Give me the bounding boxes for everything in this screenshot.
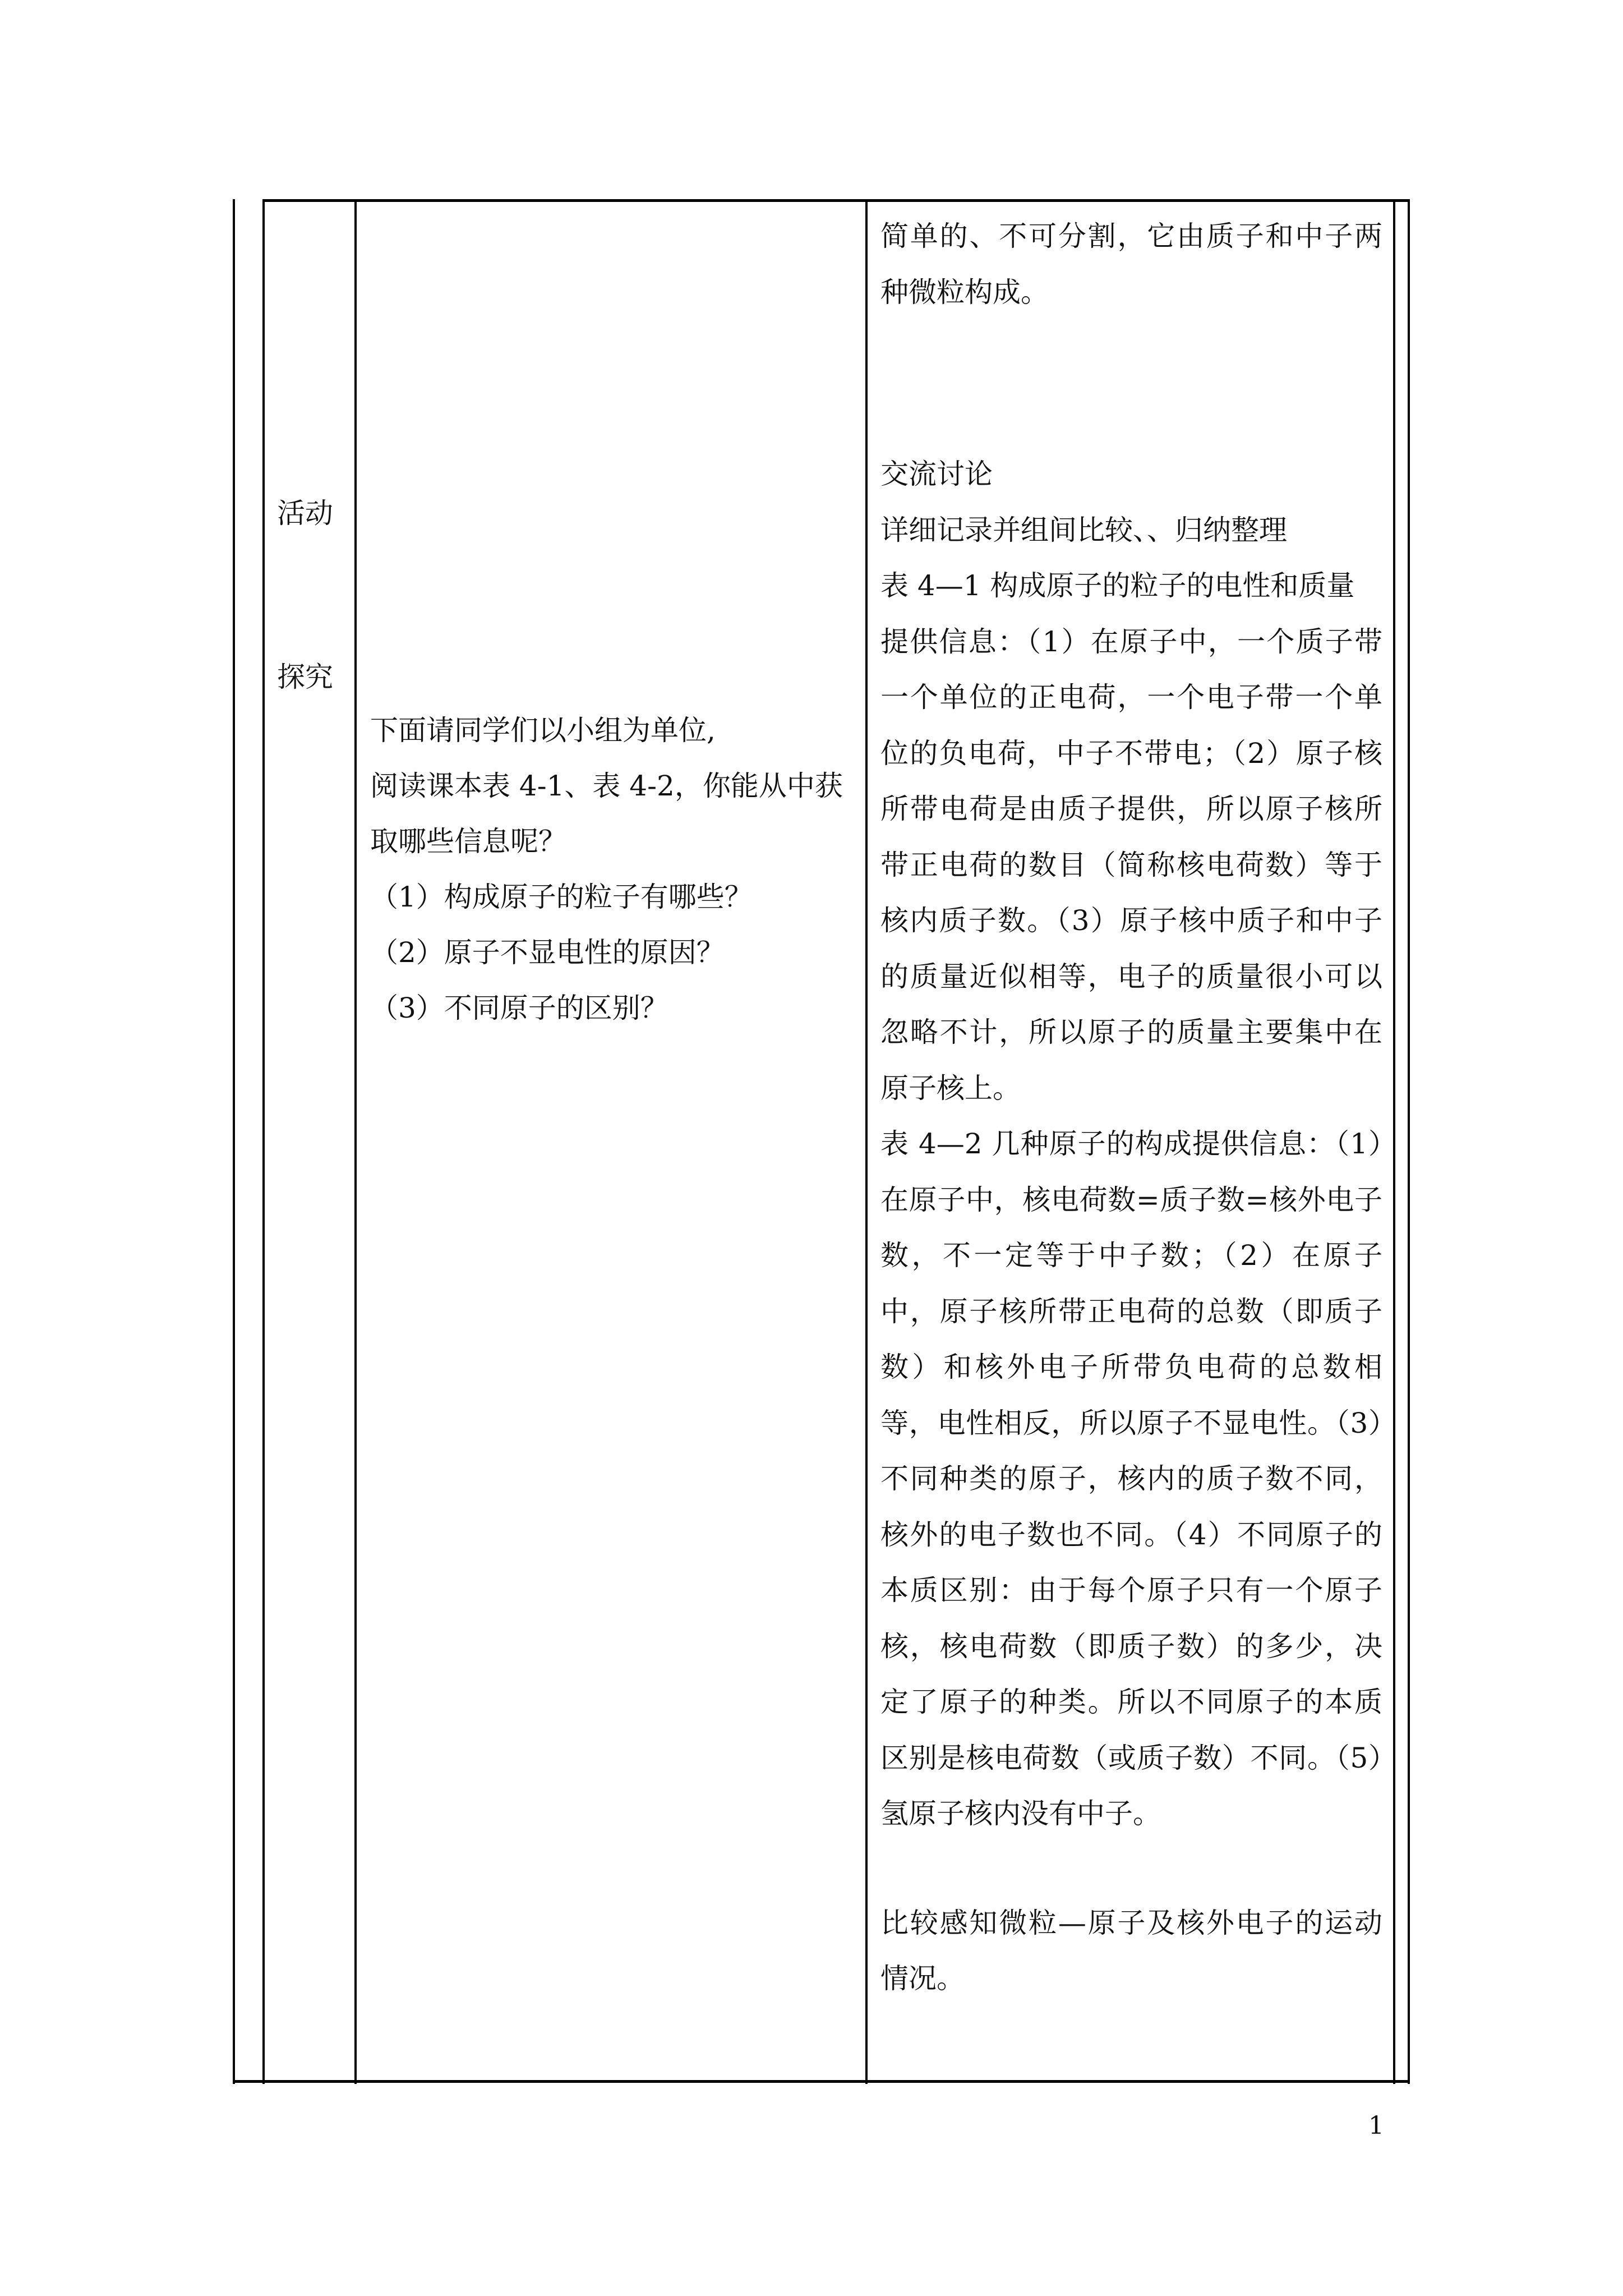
table-border-inner-right xyxy=(1393,199,1395,2084)
table-divider-teacher xyxy=(865,199,868,2084)
spacer xyxy=(880,320,1382,447)
teacher-instruction: 下面请同学们以小组为单位, xyxy=(370,714,716,747)
record-note: 详细记录并组间比较、、归纳整理 xyxy=(880,513,1287,546)
comparison-note: 比较感知微粒—原子及核外电子的运动情况。 xyxy=(880,1906,1382,1995)
stage-label-activity: 活动 xyxy=(277,497,333,530)
teacher-question-intro: 阅读课本表 4-1、表 4-2，你能从中获取哪些信息呢？ xyxy=(370,770,843,858)
table-border-bottom xyxy=(233,2080,1410,2083)
student-intro: 简单的、不可分割，它由质子和中子两种微粒构成。 xyxy=(880,220,1382,309)
page-number: 1 xyxy=(1368,2111,1384,2140)
teacher-activity-column xyxy=(370,703,852,1036)
table-divider-stage xyxy=(354,199,357,2084)
table-border-top xyxy=(262,199,1410,202)
student-activity-column xyxy=(880,209,1382,2007)
table2-info: 表 4—2 几种原子的构成提供信息：（1）在原子中，核电荷数=质子数=核外电子数，不一定等于中子数；（2）在原子中，原子核所带正电荷的总数（即质子数）和核外电子所带负电荷的总数相等，电性相反，所以原子不显电性。（3）不同种类的原子，核内的质子数不同，核外的电子数也不同。（4）不同原子的本质区别：由于每个原子只有一个原子核，核电荷数（即质子数）的多少，决定了原子的种类。所以不同原子的本质区别是核电荷数（或质子数）不同。（5）氢原子核内没有中子。 xyxy=(880,1128,1382,1830)
discussion-title: 交流讨论 xyxy=(880,458,993,490)
table-border-inner-left xyxy=(262,199,265,2084)
table-border-outer-right xyxy=(1408,199,1410,2084)
table1-title: 表 4—1 构成原子的粒子的电性和质量 xyxy=(880,569,1355,602)
table-border-outer-left xyxy=(233,199,235,2084)
teacher-question-1: （1）构成原子的粒子有哪些？ xyxy=(370,881,753,913)
teacher-question-2: （2）原子不显电性的原因？ xyxy=(370,936,725,969)
spacer xyxy=(880,1842,1382,1895)
stage-label-inquiry: 探究 xyxy=(277,661,333,693)
table1-info: 提供信息：（1）在原子中，一个质子带一个单位的正电荷，一个电子带一个单位的负电荷，中子不带电；（2）原子核所带电荷是由质子提供，所以原子核所带正电荷的数目（简称核电荷数）等于核内质子数。（3）原子核中质子和中子的质量近似相等，电子的质量很小可以忽略不计，所以原子的质量主要集中在原子核上。 xyxy=(880,625,1382,1105)
teacher-question-3: （3）不同原子的区别？ xyxy=(370,992,668,1024)
